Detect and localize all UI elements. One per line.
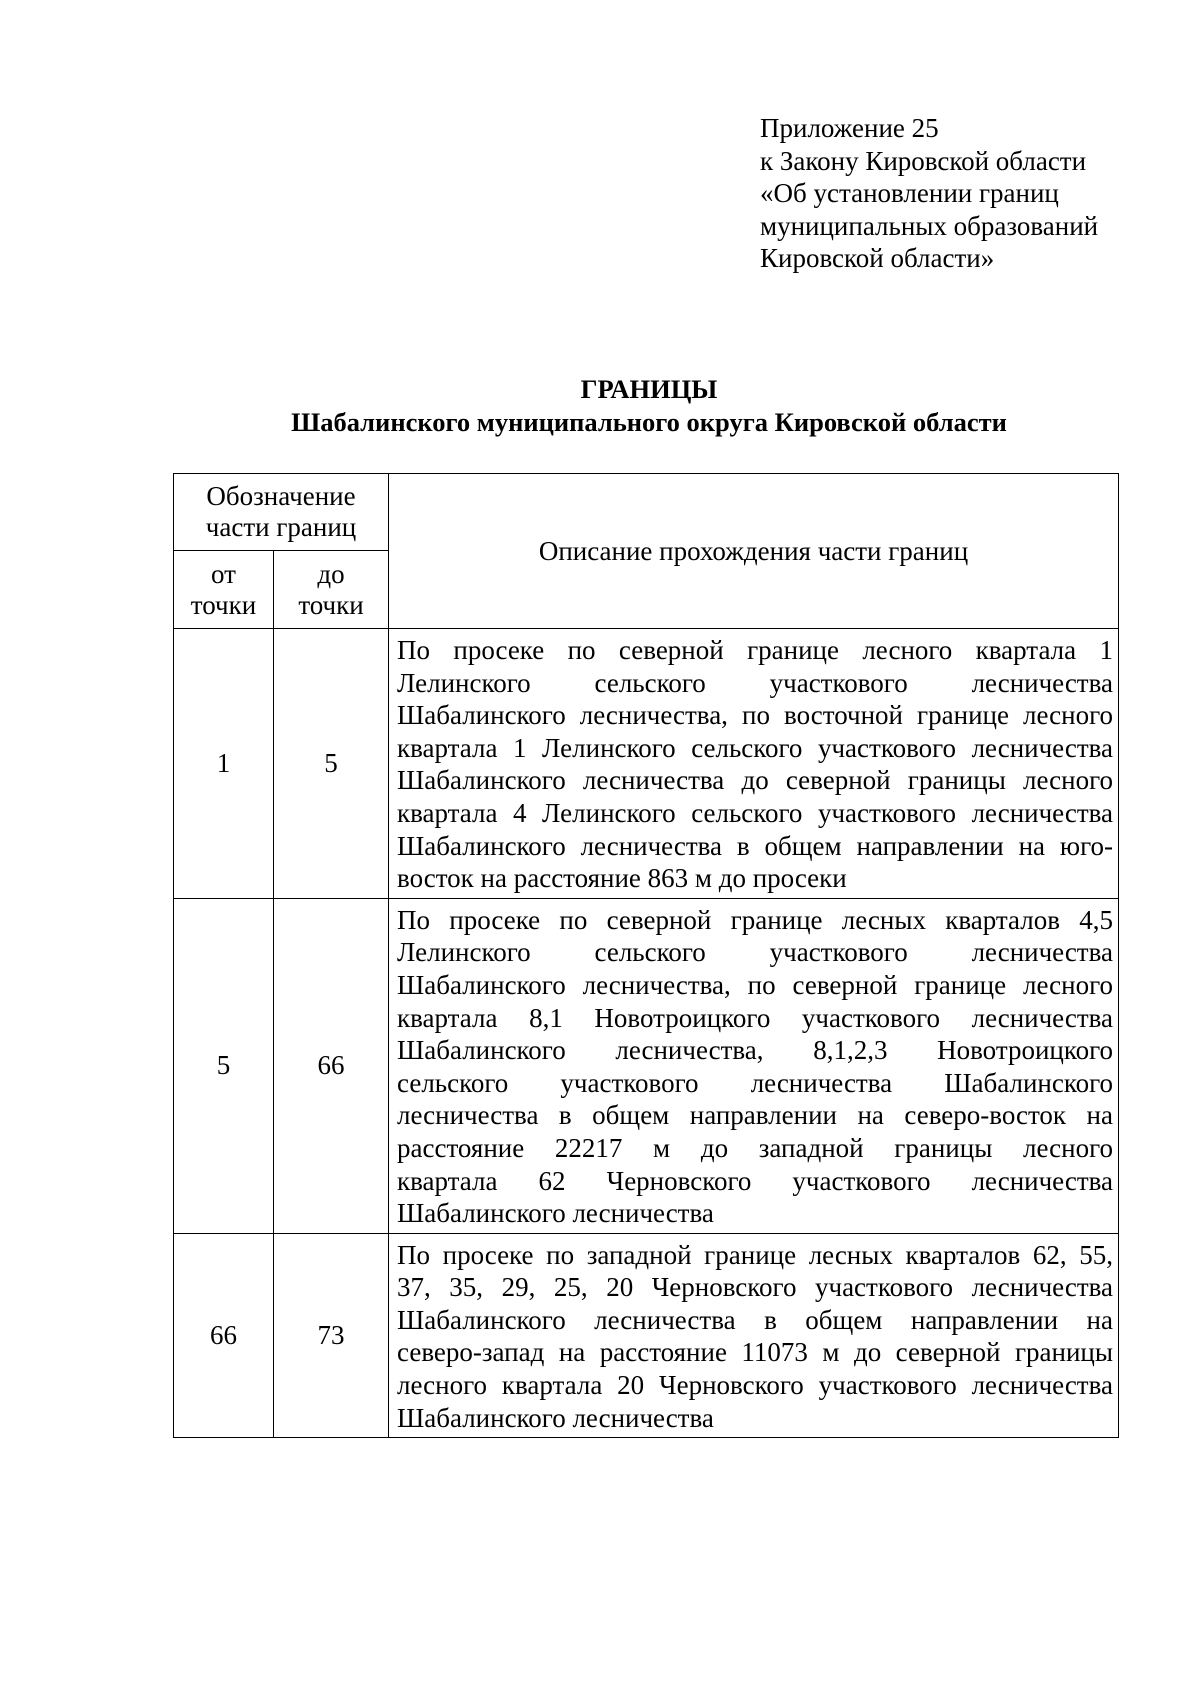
description-line: Шабалинского лесничества [397, 1402, 714, 1433]
description-line: Шабалинского лесничества, по восточной границе лесного [397, 700, 1113, 731]
appendix-line: Приложение 25 [760, 113, 939, 143]
description-line: Шабалинского лесничества [397, 1198, 714, 1229]
header-group-line: части границ [205, 512, 357, 542]
from-point-cell: 5 [174, 898, 274, 1233]
description-line: По просеке по западной границе лесных кварталов 62, 55, [397, 1239, 1113, 1270]
title-line-2: Шабалинского муниципального округа Кировской области [291, 407, 1007, 437]
description-line: Шабалинского лесничества до северной границы лесного [397, 765, 1113, 796]
description-line: сельского участкового лесничества Шабалинского [397, 1067, 1113, 1098]
header-to-point [274, 551, 389, 629]
table-row [174, 629, 1119, 899]
description-line: квартала 4 Лелинского сельского участкового лесничества [397, 797, 1113, 828]
boundaries-table [173, 473, 1119, 1438]
description-line: квартала 62 Черновского участкового лесничества [397, 1165, 1113, 1196]
description-cell [389, 1233, 1119, 1438]
header-description: Описание прохождения части границ [389, 474, 1119, 629]
header-boundary-part [174, 474, 389, 551]
description-line: По просеке по северной границе лесного квартала 1 [397, 635, 1113, 665]
description-line: Шабалинского лесничества в общем направлении на [397, 1304, 1113, 1335]
table-row [174, 898, 1119, 1233]
description-line: По просеке по северной границе лесных кварталов 4,5 [397, 904, 1113, 935]
description-line: квартала 8,1 Новотроицкого участкового лесничества [397, 1002, 1113, 1033]
description-line: северо-запад на расстояние 11073 м до северной границы [397, 1337, 1113, 1368]
description-line: Шабалинского лесничества, 8,1,2,3 Новотроицкого [397, 1035, 1113, 1066]
to-point-cell: 73 [274, 1233, 389, 1438]
description-cell [389, 898, 1119, 1233]
description-line: Шабалинского лесничества в общем направлении на юго- [397, 830, 1113, 861]
description-line: Лелинского сельского участкового лесничества [397, 937, 1113, 968]
header-from-line: точки [190, 589, 257, 620]
table-row [174, 1233, 1119, 1438]
header-from-point [174, 551, 274, 629]
header-to-line: точки [298, 589, 364, 620]
description-line: Шабалинского лесничества, по северной границе лесного [397, 969, 1113, 1000]
appendix-line: «Об установлении границ [760, 178, 1059, 208]
description-line: расстояние 22217 м до западной границы лесного [397, 1132, 1113, 1163]
appendix-line: Кировской области» [760, 243, 995, 273]
table-header-row [174, 474, 1119, 551]
header-to-line: до [317, 558, 345, 589]
description-line: лесничества в общем направлении на северо-восток на [397, 1100, 1113, 1131]
appendix-line: к Закону Кировской области [760, 145, 1087, 176]
title-line-1: ГРАНИЦЫ [580, 374, 718, 404]
description-line: лесного квартала 20 Черновского участкового лесничества [397, 1370, 1113, 1401]
appendix-line: муниципальных образований [760, 210, 1099, 241]
description-line: квартала 1 Лелинского сельского участкового лесничества [397, 732, 1113, 763]
appendix-note [760, 112, 1098, 275]
description-line: восток на расстояние 863 м до просеки [397, 863, 847, 894]
to-point-cell: 5 [274, 629, 389, 899]
header-from-line: от [211, 558, 236, 589]
from-point-cell: 66 [174, 1233, 274, 1438]
description-line: 37, 35, 29, 25, 20 Черновского участкового лесничества [397, 1272, 1113, 1303]
header-group-line: Обозначение [206, 481, 356, 511]
from-point-cell: 1 [174, 629, 274, 899]
to-point-cell: 66 [274, 898, 389, 1233]
description-line: Лелинского сельского участкового лесничества [397, 667, 1113, 698]
description-cell [389, 629, 1119, 899]
document-title [0, 373, 1200, 439]
